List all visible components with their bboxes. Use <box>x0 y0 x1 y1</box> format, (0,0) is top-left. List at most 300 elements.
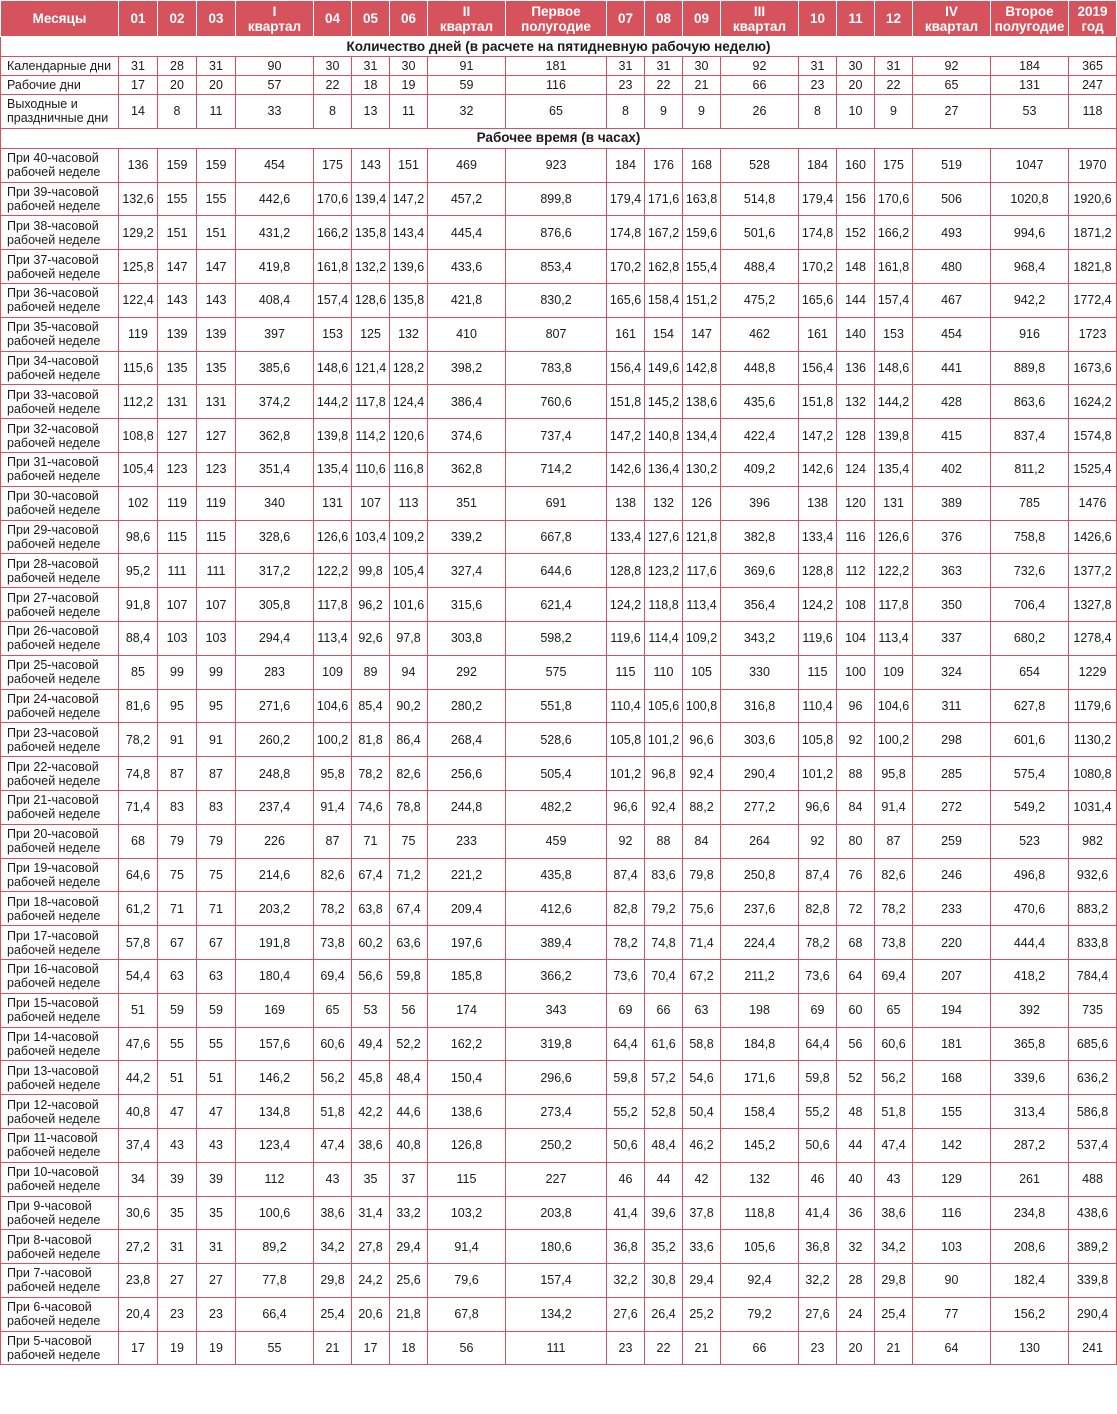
table-cell: 248,8 <box>236 757 314 791</box>
row-label: При 26-часовой рабочей неделе <box>1 621 119 655</box>
table-cell: 339,8 <box>1069 1264 1117 1298</box>
table-cell: 98,6 <box>119 520 158 554</box>
table-cell: 467 <box>913 283 991 317</box>
table-cell: 356,4 <box>721 588 799 622</box>
row-label: При 13-часовой рабочей неделе <box>1 1061 119 1095</box>
table-cell: 1047 <box>991 148 1069 182</box>
table-cell: 82,8 <box>607 892 645 926</box>
table-cell: 74,8 <box>645 926 683 960</box>
table-cell: 23 <box>607 1331 645 1365</box>
table-cell: 514,8 <box>721 182 799 216</box>
table-cell: 234,8 <box>991 1196 1069 1230</box>
table-cell: 250,8 <box>721 858 799 892</box>
row-label: При 7-часовой рабочей неделе <box>1 1264 119 1298</box>
table-cell: 386,4 <box>428 385 506 419</box>
table-cell: 1920,6 <box>1069 182 1117 216</box>
table-cell: 207 <box>913 959 991 993</box>
table-cell: 883,2 <box>1069 892 1117 926</box>
table-cell: 67 <box>158 926 197 960</box>
row-label: При 31-часовой рабочей неделе <box>1 452 119 486</box>
row-label: При 17-часовой рабочей неделе <box>1 926 119 960</box>
table-cell: 184 <box>799 148 837 182</box>
column-header: 10 <box>799 1 837 37</box>
table-cell: 294,4 <box>236 621 314 655</box>
table-cell: 1871,2 <box>1069 216 1117 250</box>
table-cell: 899,8 <box>506 182 607 216</box>
table-cell: 40,8 <box>390 1128 428 1162</box>
table-cell: 66,4 <box>236 1297 314 1331</box>
table-row <box>1 1095 1117 1129</box>
table-cell: 46,2 <box>683 1128 721 1162</box>
table-cell: 853,4 <box>506 250 607 284</box>
table-row <box>1 757 1117 791</box>
table-cell: 433,6 <box>428 250 506 284</box>
table-cell: 91 <box>197 723 236 757</box>
table-cell: 88 <box>837 757 875 791</box>
table-cell: 82,6 <box>875 858 913 892</box>
table-cell: 25,4 <box>314 1297 352 1331</box>
table-row <box>1 723 1117 757</box>
table-cell: 115 <box>799 655 837 689</box>
table-cell: 110,4 <box>799 689 837 723</box>
table-cell: 109,2 <box>390 520 428 554</box>
table-cell: 99 <box>197 655 236 689</box>
table-cell: 19 <box>390 76 428 95</box>
table-cell: 17 <box>119 1331 158 1365</box>
table-cell: 303,6 <box>721 723 799 757</box>
table-cell: 932,6 <box>1069 858 1117 892</box>
table-cell: 575,4 <box>991 757 1069 791</box>
table-cell: 362,8 <box>428 452 506 486</box>
table-cell: 75 <box>158 858 197 892</box>
table-cell: 431,2 <box>236 216 314 250</box>
table-cell: 168 <box>683 148 721 182</box>
table-cell: 691 <box>506 486 607 520</box>
table-cell: 64 <box>913 1331 991 1365</box>
table-cell: 161,8 <box>314 250 352 284</box>
table-cell: 39 <box>197 1162 236 1196</box>
table-cell: 31 <box>197 57 236 76</box>
table-cell: 162,8 <box>645 250 683 284</box>
table-cell: 1426,6 <box>1069 520 1117 554</box>
table-cell: 85,4 <box>352 689 390 723</box>
table-cell: 227 <box>506 1162 607 1196</box>
table-cell: 92 <box>721 57 799 76</box>
table-cell: 107 <box>158 588 197 622</box>
table-row <box>1 520 1117 554</box>
row-label: При 9-часовой рабочей неделе <box>1 1196 119 1230</box>
table-cell: 69,4 <box>314 959 352 993</box>
table-cell: 59 <box>197 993 236 1027</box>
table-cell: 324 <box>913 655 991 689</box>
table-cell: 87 <box>875 824 913 858</box>
table-cell: 1673,6 <box>1069 351 1117 385</box>
table-cell: 261 <box>991 1162 1069 1196</box>
table-cell: 37,4 <box>119 1128 158 1162</box>
table-cell: 128,8 <box>799 554 837 588</box>
table-cell: 8 <box>158 95 197 129</box>
table-cell: 121,8 <box>683 520 721 554</box>
table-cell: 244,8 <box>428 790 506 824</box>
table-cell: 83 <box>158 790 197 824</box>
table-cell: 96,8 <box>645 757 683 791</box>
table-row <box>1 57 1117 76</box>
table-cell: 77,8 <box>236 1264 314 1298</box>
table-cell: 184 <box>607 148 645 182</box>
table-cell: 39,6 <box>645 1196 683 1230</box>
table-row <box>1 1331 1117 1365</box>
table-cell: 19 <box>158 1331 197 1365</box>
table-cell: 87 <box>197 757 236 791</box>
table-cell: 47 <box>158 1095 197 1129</box>
table-cell: 116 <box>837 520 875 554</box>
table-cell: 79 <box>158 824 197 858</box>
table-cell: 35 <box>197 1196 236 1230</box>
table-cell: 132,6 <box>119 182 158 216</box>
table-cell: 203,8 <box>506 1196 607 1230</box>
table-cell: 47,6 <box>119 1027 158 1061</box>
table-cell: 81,8 <box>352 723 390 757</box>
row-label: Рабочие дни <box>1 76 119 95</box>
table-cell: 211,2 <box>721 959 799 993</box>
table-cell: 151 <box>158 216 197 250</box>
table-cell: 136,4 <box>645 452 683 486</box>
table-cell: 147 <box>197 250 236 284</box>
table-cell: 442,6 <box>236 182 314 216</box>
table-cell: 155 <box>913 1095 991 1129</box>
table-row <box>1 689 1117 723</box>
table-cell: 112 <box>837 554 875 588</box>
table-cell: 66 <box>721 76 799 95</box>
table-cell: 43 <box>314 1162 352 1196</box>
table-cell: 131 <box>875 486 913 520</box>
table-cell: 109 <box>875 655 913 689</box>
table-cell: 144,2 <box>314 385 352 419</box>
table-row <box>1 1027 1117 1061</box>
table-cell: 158,4 <box>645 283 683 317</box>
table-cell: 50,6 <box>799 1128 837 1162</box>
table-cell: 27,2 <box>119 1230 158 1264</box>
table-cell: 185,8 <box>428 959 506 993</box>
table-cell: 161,8 <box>875 250 913 284</box>
table-cell: 389,4 <box>506 926 607 960</box>
table-cell: 53 <box>991 95 1069 129</box>
table-cell: 60 <box>837 993 875 1027</box>
table-cell: 105,6 <box>721 1230 799 1264</box>
table-cell: 256,6 <box>428 757 506 791</box>
table-cell: 148,6 <box>314 351 352 385</box>
table-cell: 96,2 <box>352 588 390 622</box>
table-row <box>1 216 1117 250</box>
table-cell: 126,6 <box>875 520 913 554</box>
column-header: 05 <box>352 1 390 37</box>
section-title: Количество дней (в расчете на пятидневную рабочую неделю) <box>1 37 1117 57</box>
table-cell: 396 <box>721 486 799 520</box>
table-cell: 57 <box>236 76 314 95</box>
table-cell: 55 <box>158 1027 197 1061</box>
table-cell: 174,8 <box>799 216 837 250</box>
table-cell: 470,6 <box>991 892 1069 926</box>
table-cell: 305,8 <box>236 588 314 622</box>
table-cell: 139,6 <box>390 250 428 284</box>
table-cell: 100,6 <box>236 1196 314 1230</box>
table-cell: 71 <box>158 892 197 926</box>
table-cell: 475,2 <box>721 283 799 317</box>
table-cell: 182,4 <box>991 1264 1069 1298</box>
table-cell: 19 <box>197 1331 236 1365</box>
table-cell: 48,4 <box>390 1061 428 1095</box>
table-cell: 11 <box>197 95 236 129</box>
table-row <box>1 385 1117 419</box>
table-cell: 56,6 <box>352 959 390 993</box>
table-cell: 505,4 <box>506 757 607 791</box>
table-cell: 136 <box>119 148 158 182</box>
table-cell: 22 <box>645 76 683 95</box>
table-cell: 23 <box>799 1331 837 1365</box>
table-cell: 133,4 <box>607 520 645 554</box>
table-cell: 260,2 <box>236 723 314 757</box>
table-cell: 20 <box>837 1331 875 1365</box>
table-cell: 84 <box>837 790 875 824</box>
table-cell: 149,6 <box>645 351 683 385</box>
table-cell: 145,2 <box>645 385 683 419</box>
table-cell: 138 <box>799 486 837 520</box>
table-cell: 422,4 <box>721 419 799 453</box>
table-cell: 113,4 <box>314 621 352 655</box>
table-cell: 97,8 <box>390 621 428 655</box>
table-row <box>1 1196 1117 1230</box>
table-cell: 128 <box>837 419 875 453</box>
table-cell: 151 <box>390 148 428 182</box>
table-cell: 55,2 <box>799 1095 837 1129</box>
table-cell: 104 <box>837 621 875 655</box>
table-cell: 57,2 <box>645 1061 683 1095</box>
table-cell: 56,2 <box>875 1061 913 1095</box>
table-cell: 737,4 <box>506 419 607 453</box>
table-cell: 79,8 <box>683 858 721 892</box>
table-cell: 10 <box>837 95 875 129</box>
table-cell: 64,6 <box>119 858 158 892</box>
table-cell: 151,2 <box>683 283 721 317</box>
table-cell: 60,6 <box>875 1027 913 1061</box>
column-header: 12 <box>875 1 913 37</box>
table-cell: 118,8 <box>645 588 683 622</box>
table-cell: 343 <box>506 993 607 1027</box>
table-cell: 374,6 <box>428 419 506 453</box>
table-cell: 35 <box>352 1162 390 1196</box>
table-cell: 63 <box>197 959 236 993</box>
table-cell: 1772,4 <box>1069 283 1117 317</box>
table-cell: 128,8 <box>607 554 645 588</box>
table-cell: 96,6 <box>683 723 721 757</box>
table-cell: 67,8 <box>428 1297 506 1331</box>
table-cell: 92 <box>837 723 875 757</box>
table-cell: 33,2 <box>390 1196 428 1230</box>
table-cell: 264 <box>721 824 799 858</box>
table-cell: 51 <box>158 1061 197 1095</box>
table-cell: 30 <box>314 57 352 76</box>
table-cell: 92,4 <box>721 1264 799 1298</box>
table-cell: 316,8 <box>721 689 799 723</box>
table-cell: 501,6 <box>721 216 799 250</box>
table-cell: 35 <box>158 1196 197 1230</box>
table-cell: 78,2 <box>119 723 158 757</box>
column-header: IV квартал <box>913 1 991 37</box>
table-cell: 110,4 <box>607 689 645 723</box>
table-cell: 57,8 <box>119 926 158 960</box>
table-cell: 156,4 <box>799 351 837 385</box>
table-cell: 1525,4 <box>1069 452 1117 486</box>
table-cell: 175 <box>875 148 913 182</box>
table-cell: 290,4 <box>1069 1297 1117 1331</box>
table-cell: 1476 <box>1069 486 1117 520</box>
section-header-row <box>1 37 1117 57</box>
table-cell: 290,4 <box>721 757 799 791</box>
table-cell: 636,2 <box>1069 1061 1117 1095</box>
table-cell: 59,8 <box>390 959 428 993</box>
table-cell: 68 <box>837 926 875 960</box>
table-cell: 1723 <box>1069 317 1117 351</box>
table-cell: 27,6 <box>799 1297 837 1331</box>
table-row <box>1 250 1117 284</box>
table-cell: 982 <box>1069 824 1117 858</box>
table-cell: 123 <box>158 452 197 486</box>
table-cell: 107 <box>352 486 390 520</box>
table-cell: 142,6 <box>799 452 837 486</box>
table-cell: 528 <box>721 148 799 182</box>
table-cell: 142,6 <box>607 452 645 486</box>
table-cell: 115 <box>197 520 236 554</box>
table-cell: 81,6 <box>119 689 158 723</box>
table-cell: 163,8 <box>683 182 721 216</box>
table-cell: 29,8 <box>314 1264 352 1298</box>
table-cell: 119,6 <box>607 621 645 655</box>
table-cell: 155 <box>158 182 197 216</box>
table-cell: 92 <box>607 824 645 858</box>
table-cell: 23,8 <box>119 1264 158 1298</box>
table-cell: 654 <box>991 655 1069 689</box>
table-cell: 75 <box>390 824 428 858</box>
table-row <box>1 824 1117 858</box>
table-cell: 143,4 <box>390 216 428 250</box>
table-cell: 551,8 <box>506 689 607 723</box>
table-cell: 889,8 <box>991 351 1069 385</box>
table-cell: 22 <box>875 76 913 95</box>
table-cell: 101,2 <box>607 757 645 791</box>
table-cell: 197,6 <box>428 926 506 960</box>
table-cell: 298 <box>913 723 991 757</box>
table-cell: 191,8 <box>236 926 314 960</box>
table-cell: 110,6 <box>352 452 390 486</box>
table-cell: 78,2 <box>799 926 837 960</box>
table-cell: 59,8 <box>607 1061 645 1095</box>
row-label: При 37-часовой рабочей неделе <box>1 250 119 284</box>
table-cell: 99,8 <box>352 554 390 588</box>
table-cell: 34,2 <box>875 1230 913 1264</box>
table-cell: 280,2 <box>428 689 506 723</box>
table-cell: 339,6 <box>991 1061 1069 1095</box>
table-cell: 241 <box>1069 1331 1117 1365</box>
table-cell: 126,6 <box>314 520 352 554</box>
table-cell: 42 <box>683 1162 721 1196</box>
table-cell: 30 <box>683 57 721 76</box>
table-cell: 457,2 <box>428 182 506 216</box>
table-cell: 24 <box>837 1297 875 1331</box>
table-cell: 351 <box>428 486 506 520</box>
table-cell: 166,2 <box>314 216 352 250</box>
table-row <box>1 283 1117 317</box>
table-cell: 327,4 <box>428 554 506 588</box>
table-cell: 122,4 <box>119 283 158 317</box>
table-cell: 134,2 <box>506 1297 607 1331</box>
table-cell: 34 <box>119 1162 158 1196</box>
table-cell: 65 <box>506 95 607 129</box>
table-cell: 46 <box>607 1162 645 1196</box>
table-cell: 389,2 <box>1069 1230 1117 1264</box>
table-cell: 66 <box>721 1331 799 1365</box>
table-cell: 36,8 <box>799 1230 837 1264</box>
table-cell: 37 <box>390 1162 428 1196</box>
row-label: При 29-часовой рабочей неделе <box>1 520 119 554</box>
table-cell: 144,2 <box>875 385 913 419</box>
table-cell: 128,6 <box>352 283 390 317</box>
table-cell: 91 <box>158 723 197 757</box>
table-cell: 441 <box>913 351 991 385</box>
table-cell: 79 <box>197 824 236 858</box>
section-header-row <box>1 128 1117 148</box>
table-cell: 95,2 <box>119 554 158 588</box>
table-cell: 104,6 <box>875 689 913 723</box>
table-cell: 69,4 <box>875 959 913 993</box>
table-cell: 71,4 <box>683 926 721 960</box>
table-cell: 111 <box>158 554 197 588</box>
table-cell: 118,8 <box>721 1196 799 1230</box>
table-cell: 108 <box>837 588 875 622</box>
table-cell: 409,2 <box>721 452 799 486</box>
table-cell: 1229 <box>1069 655 1117 689</box>
table-cell: 758,8 <box>991 520 1069 554</box>
table-cell: 131 <box>158 385 197 419</box>
table-cell: 156,4 <box>607 351 645 385</box>
table-cell: 374,2 <box>236 385 314 419</box>
table-row <box>1 95 1117 129</box>
table-cell: 51,8 <box>314 1095 352 1129</box>
table-cell: 91,4 <box>428 1230 506 1264</box>
table-cell: 330 <box>721 655 799 689</box>
table-cell: 365,8 <box>991 1027 1069 1061</box>
table-cell: 135,4 <box>314 452 352 486</box>
table-cell: 33 <box>236 95 314 129</box>
table-cell: 108,8 <box>119 419 158 453</box>
table-cell: 89 <box>352 655 390 689</box>
table-cell: 32 <box>837 1230 875 1264</box>
table-cell: 174 <box>428 993 506 1027</box>
table-cell: 130 <box>991 1331 1069 1365</box>
table-cell: 103 <box>158 621 197 655</box>
table-cell: 105 <box>683 655 721 689</box>
table-cell: 53 <box>352 993 390 1027</box>
table-cell: 273,4 <box>506 1095 607 1129</box>
table-cell: 159 <box>158 148 197 182</box>
table-cell: 94 <box>390 655 428 689</box>
table-cell: 157,6 <box>236 1027 314 1061</box>
table-cell: 667,8 <box>506 520 607 554</box>
table-cell: 52 <box>837 1061 875 1095</box>
table-cell: 82,6 <box>314 858 352 892</box>
table-cell: 156,2 <box>991 1297 1069 1331</box>
table-cell: 47 <box>197 1095 236 1129</box>
row-label: При 12-часовой рабочей неделе <box>1 1095 119 1129</box>
